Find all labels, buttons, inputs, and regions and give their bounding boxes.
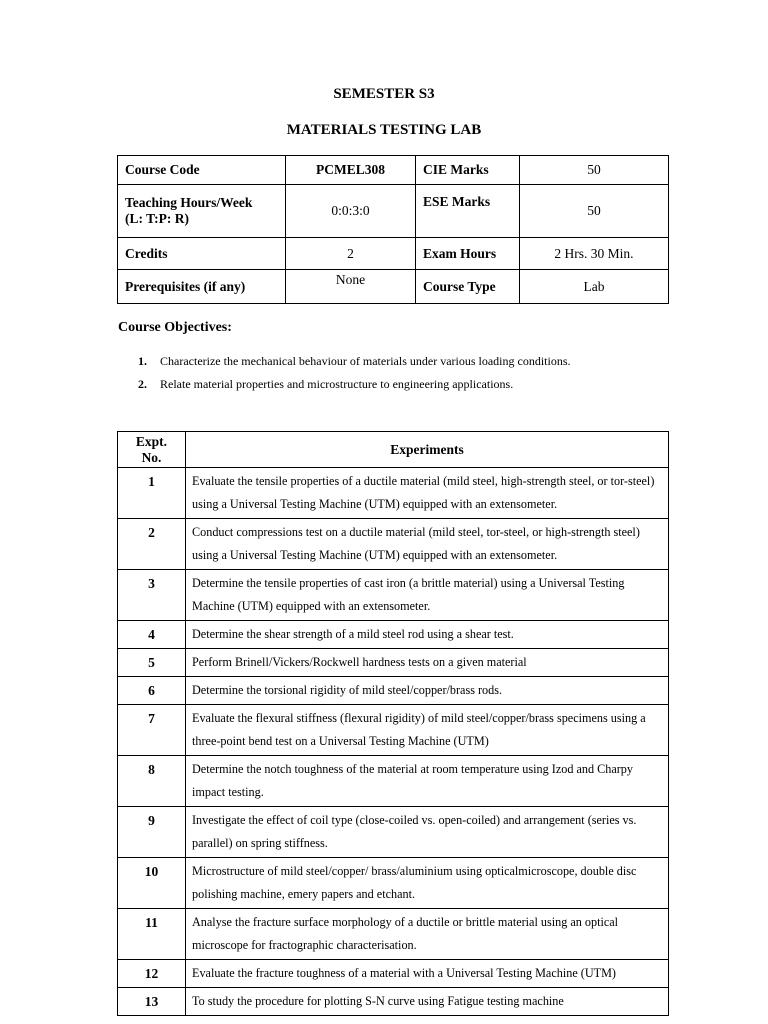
- cie-value: 50: [520, 156, 669, 185]
- prereq-label: Prerequisites (if any): [118, 270, 286, 304]
- semester-heading: SEMESTER S3: [333, 86, 435, 102]
- experiment-number: 11: [118, 909, 186, 960]
- experiment-row: [118, 988, 669, 1016]
- exam-hours-value: 2 Hrs. 30 Min.: [520, 238, 669, 270]
- expt-no-header-line2: No.: [141, 449, 162, 465]
- course-type-value: Lab: [520, 270, 669, 304]
- experiment-description: To study the procedure for plotting S-N curve using Fatigue testing machine: [186, 988, 669, 1016]
- credits-label: Credits: [118, 238, 286, 270]
- experiments-header: Experiments: [186, 432, 669, 468]
- experiment-description: Analyse the fracture surface morphology of a ductile or brittle material using an optical microscope for fractographic characterisation.: [186, 909, 669, 960]
- ese-label: ESE Marks: [416, 185, 520, 238]
- experiment-number: 2: [118, 519, 186, 570]
- objective-text: Relate material properties and microstructure to engineering applications.: [160, 377, 514, 391]
- experiment-row: [118, 519, 669, 570]
- experiment-description: Determine the notch toughness of the material at room temperature using Izod and Charpy impact testing.: [186, 756, 669, 807]
- experiment-number: 13: [118, 988, 186, 1016]
- experiments-body: [118, 468, 669, 1016]
- experiment-row: [118, 677, 669, 705]
- exam-hours-label: Exam Hours: [416, 238, 520, 270]
- hours-label: [118, 185, 286, 238]
- credits-value: 2: [286, 238, 416, 270]
- objectives-list: [138, 352, 678, 398]
- experiment-description: Perform Brinell/Vickers/Rockwell hardness tests on a given material: [186, 649, 669, 677]
- course-type-label: Course Type: [416, 270, 520, 304]
- prereq-value: None: [286, 270, 416, 304]
- objective-item: [138, 352, 678, 375]
- experiment-description: Investigate the effect of coil type (close-coiled vs. open-coiled) and arrangement (series vs. parallel) on spring stiffness.: [186, 807, 669, 858]
- experiment-description: Evaluate the flexural stiffness (flexural rigidity) of mild steel/copper/brass specimens using a three-point bend test on a Universal Testing Machine (UTM): [186, 705, 669, 756]
- cie-label: CIE Marks: [416, 156, 520, 185]
- hours-label-line1: Teaching Hours/Week: [125, 195, 253, 210]
- experiment-number: 7: [118, 705, 186, 756]
- experiment-description: Microstructure of mild steel/copper/ brass/aluminium using opticalmicroscope, double disc polishing machine, emery papers and etchant.: [186, 858, 669, 909]
- hours-label-line2: (L: T:P: R): [125, 211, 189, 226]
- experiment-description: Determine the shear strength of a mild steel rod using a shear test.: [186, 621, 669, 649]
- objectives-heading: Course Objectives:: [118, 320, 232, 335]
- experiment-description: Evaluate the fracture toughness of a material with a Universal Testing Machine (UTM): [186, 960, 669, 988]
- experiment-row: [118, 621, 669, 649]
- experiment-number: 10: [118, 858, 186, 909]
- experiment-description: Determine the tensile properties of cast iron (a brittle material) using a Universal Testing Machine (UTM) equipped with an extensometer.: [186, 570, 669, 621]
- experiment-description: Conduct compressions test on a ductile material (mild steel, tor-steel, or high-strength steel) using a Universal Testing Machine (UTM) equipped with an extensometer.: [186, 519, 669, 570]
- experiment-row: [118, 909, 669, 960]
- experiment-row: [118, 570, 669, 621]
- course-title: MATERIALS TESTING LAB: [286, 122, 482, 138]
- course-code-row: [118, 156, 669, 185]
- expt-no-header-line1: Expt.: [135, 433, 168, 449]
- hours-row: [118, 185, 669, 238]
- credits-row: [118, 238, 669, 270]
- experiment-row: [118, 858, 669, 909]
- course-code-label: Course Code: [118, 156, 286, 185]
- experiment-row: [118, 756, 669, 807]
- experiment-number: 4: [118, 621, 186, 649]
- hours-value: 0:0:3:0: [286, 185, 416, 238]
- experiment-description: Evaluate the tensile properties of a ductile material (mild steel, high-strength steel, or tor-steel) using a Universal Testing Machine (UTM) equipped with an extensometer.: [186, 468, 669, 519]
- experiment-row: [118, 649, 669, 677]
- prereq-row: [118, 270, 669, 304]
- objective-text: Characterize the mechanical behaviour of materials under various loading conditions.: [160, 354, 571, 368]
- experiment-number: 8: [118, 756, 186, 807]
- experiment-number: 1: [118, 468, 186, 519]
- ese-value: 50: [520, 185, 669, 238]
- experiment-number: 6: [118, 677, 186, 705]
- experiments-header-row: [118, 432, 669, 468]
- experiment-row: [118, 705, 669, 756]
- experiment-number: 12: [118, 960, 186, 988]
- experiment-row: [118, 468, 669, 519]
- experiment-description: Determine the torsional rigidity of mild steel/copper/brass rods.: [186, 677, 669, 705]
- experiment-number: 9: [118, 807, 186, 858]
- objective-item: [138, 375, 678, 398]
- experiments-table: [117, 431, 669, 1016]
- expt-no-header: [118, 432, 186, 468]
- experiment-number: 3: [118, 570, 186, 621]
- objective-number: 1.: [138, 354, 147, 368]
- experiment-row: [118, 960, 669, 988]
- course-info-table: [117, 155, 669, 304]
- course-code-value: PCMEL308: [286, 156, 416, 185]
- experiment-number: 5: [118, 649, 186, 677]
- objective-number: 2.: [138, 377, 147, 391]
- experiment-row: [118, 807, 669, 858]
